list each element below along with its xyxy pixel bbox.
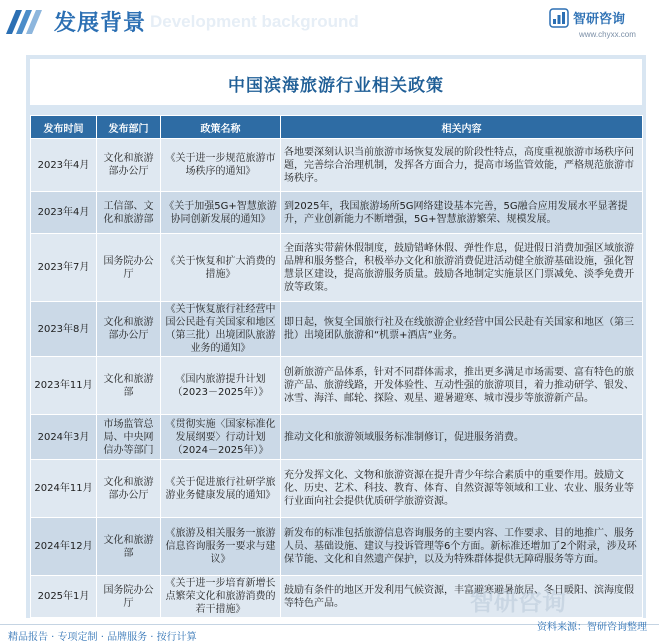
cell-content: 新发布的标准包括旅游信息咨询服务的主要内容、工作要求、目的地推广、服务人员、基础设施、建议与投诉管理等6个方面。新标准还增加了2个附录，涉及环保节能、文化和自然遗产保护，以及为特殊群体提供无障碍服务等方面。 bbox=[281, 518, 643, 576]
cell-policy-name: 《关于加强5G+智慧旅游协同创新发展的通知》 bbox=[161, 192, 281, 234]
cell-dept: 文化和旅游部 bbox=[97, 357, 161, 415]
cell-content: 各地要深刻认识当前旅游市场恢复发展的阶段性特点，高度重视旅游市场秩序问题，完善综合治理机制，发挥各方面合力，提高市场监管效能，严格规范旅游市场秩序。 bbox=[281, 139, 643, 192]
cell-time: 2023年7月 bbox=[31, 234, 97, 302]
data-source: 资料来源：智研咨询整理 bbox=[537, 622, 647, 633]
cell-time: 2023年11月 bbox=[31, 357, 97, 415]
cell-policy-name: 《关于进一步规范旅游市场秩序的通知》 bbox=[161, 139, 281, 192]
cell-dept: 市场监管总局、中央网信办等部门 bbox=[97, 415, 161, 460]
cell-content: 鼓励有条件的地区开发利用气候资源，丰富避寒避暑旅居、冬日暖阳、滨海度假等特色产品。 bbox=[281, 576, 643, 618]
cell-dept: 国务院办公厅 bbox=[97, 234, 161, 302]
policy-panel bbox=[26, 55, 646, 618]
table-row bbox=[31, 518, 643, 576]
cell-policy-name: 《国内旅游提升计划（2023－2025年）》 bbox=[161, 357, 281, 415]
cell-content: 推动文化和旅游领域服务标准制修订，促进服务消费。 bbox=[281, 415, 643, 460]
cell-dept: 文化和旅游部办公厅 bbox=[97, 460, 161, 518]
table-row bbox=[31, 460, 643, 518]
page-footer bbox=[0, 618, 659, 643]
cell-time: 2024年11月 bbox=[31, 460, 97, 518]
cell-dept: 文化和旅游部办公厅 bbox=[97, 139, 161, 192]
page-header bbox=[0, 0, 659, 48]
cell-dept: 工信部、文化和旅游部 bbox=[97, 192, 161, 234]
header-ghost-text: Development background bbox=[150, 12, 359, 31]
cell-policy-name: 《关于恢复旅行社经营中国公民赴有关国家和地区（第三批）出境团队旅游业务的通知》 bbox=[161, 302, 281, 357]
header-stripes-icon bbox=[6, 10, 42, 34]
table-row bbox=[31, 234, 643, 302]
cell-content: 到2025年，我国旅游场所5G网络建设基本完善，5G融合应用发展水平显著提升，产业创新能力不断增强，5G+智慧旅游繁荣、规模发展。 bbox=[281, 192, 643, 234]
column-header-dept: 发布部门 bbox=[97, 116, 161, 139]
table-title-box bbox=[30, 59, 642, 105]
cell-content: 充分发挥文化、文物和旅游资源在提升青少年综合素质中的重要作用。鼓励文化、历史、艺术、科技、教育、体育、自然资源等领域和工业、农业、服务业等行业面向社会提供优质研学旅游资源。 bbox=[281, 460, 643, 518]
cell-time: 2023年4月 bbox=[31, 192, 97, 234]
cell-policy-name: 《关于促进旅行社研学旅游业务健康发展的通知》 bbox=[161, 460, 281, 518]
cell-content: 全面落实带薪休假制度，鼓励错峰休假、弹性作息，促进假日消费加强区域旅游品牌和服务整合，积极举办文化和旅游消费促进活动健全旅游基础设施，强化智慧景区建设，提高旅游服务质量。鼓励各地制定实施景区门票减免、淡季免费开放等政策。 bbox=[281, 234, 643, 302]
table-row bbox=[31, 139, 643, 192]
cell-time: 2024年3月 bbox=[31, 415, 97, 460]
brand-logo-icon bbox=[549, 8, 569, 28]
brand-url: www.chyxx.com bbox=[579, 30, 636, 39]
column-header-name: 政策名称 bbox=[161, 116, 281, 139]
cell-time: 2025年1月 bbox=[31, 576, 97, 618]
footer-services: 精品报告 · 专项定制 · 品牌服务 · 按行计算 bbox=[8, 632, 197, 643]
cell-content: 即日起，恢复全国旅行社及在线旅游企业经营中国公民赴有关国家和地区（第三批）出境团队旅游和“机票+酒店”业务。 bbox=[281, 302, 643, 357]
cell-dept: 文化和旅游部 bbox=[97, 518, 161, 576]
table-title: 中国滨海旅游行业相关政策 bbox=[228, 76, 444, 96]
brand bbox=[549, 6, 647, 40]
cell-policy-name: 《关于恢复和扩大消费的措施》 bbox=[161, 234, 281, 302]
cell-dept: 国务院办公厅 bbox=[97, 576, 161, 618]
table-row bbox=[31, 192, 643, 234]
table-row bbox=[31, 302, 643, 357]
column-header-time: 发布时间 bbox=[31, 116, 97, 139]
cell-policy-name: 《关于进一步培育新增长点繁荣文化和旅游消费的若干措施》 bbox=[161, 576, 281, 618]
cell-dept: 文化和旅游部办公厅 bbox=[97, 302, 161, 357]
page-title: 发展背景 bbox=[54, 10, 147, 36]
cell-content: 创新旅游产品体系，针对不同群体需求，推出更多满足市场需要、富有特色的旅游产品、旅游线路，开发体验性、互动性强的旅游项目，着力推动研学、银发、冰雪、海洋、邮轮、探险、观星、避暑避寒、城市漫步等旅游新产品。 bbox=[281, 357, 643, 415]
cell-policy-name: 《贯彻实施〈国家标准化发展纲要〉行动计划（2024－2025年）》 bbox=[161, 415, 281, 460]
watermark: 智研咨询 bbox=[470, 588, 566, 616]
table-header-row bbox=[31, 116, 643, 139]
cell-time: 2023年4月 bbox=[31, 139, 97, 192]
column-header-content: 相关内容 bbox=[281, 116, 643, 139]
table-row bbox=[31, 415, 643, 460]
cell-time: 2023年8月 bbox=[31, 302, 97, 357]
cell-policy-name: 《旅游及相关服务一旅游信息咨询服务一要求与建议》 bbox=[161, 518, 281, 576]
policy-table bbox=[30, 115, 643, 618]
brand-name: 智研咨询 bbox=[573, 12, 626, 27]
table-row bbox=[31, 357, 643, 415]
cell-time: 2024年12月 bbox=[31, 518, 97, 576]
